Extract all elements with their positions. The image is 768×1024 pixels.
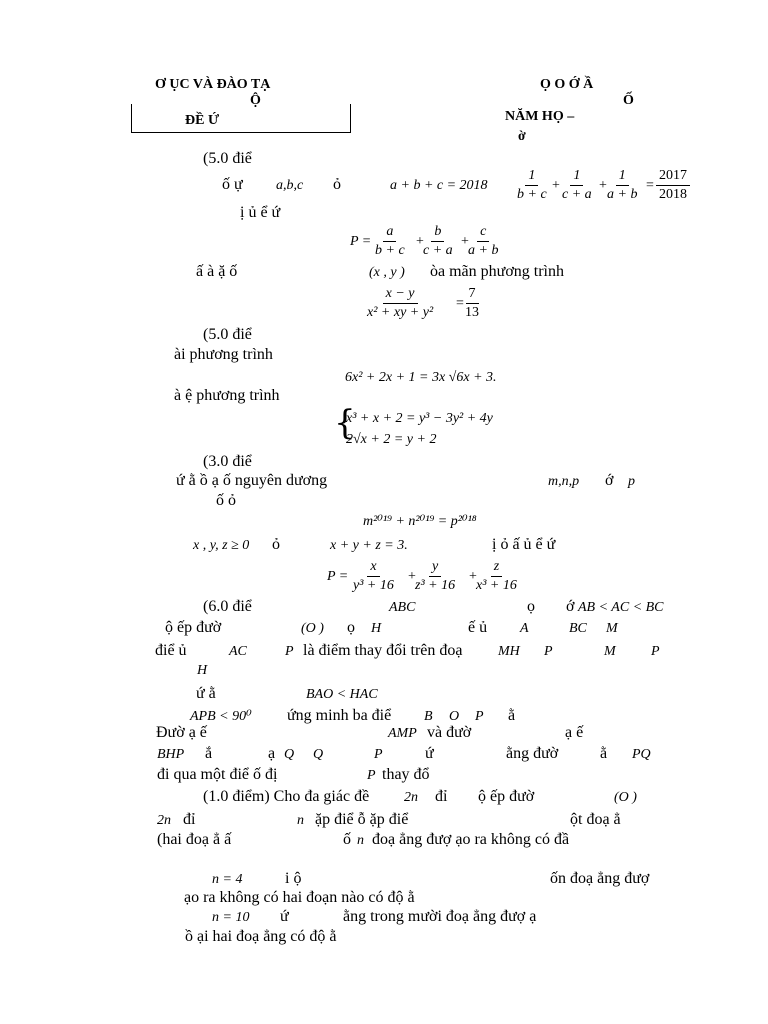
q1-efrac-rhs xyxy=(465,286,479,321)
q5-l2-a: đỉ xyxy=(183,811,196,828)
q3-line2-text: ố ỏ xyxy=(216,492,236,509)
q4-l9-b: thay đổ xyxy=(382,766,430,783)
q4-l8-c: ứ xyxy=(425,745,434,762)
q1-line3-text: ấ à ặ ố xyxy=(196,263,238,280)
q4-l2-o: (O ) xyxy=(301,621,324,636)
q3-pfrac2 xyxy=(415,559,455,594)
q1-frac3 xyxy=(607,168,637,203)
q1-frac1-den: b + c xyxy=(517,187,547,202)
q4-l2-b: ọ xyxy=(347,619,355,636)
q4-l8-Q: Q xyxy=(284,747,295,762)
q4-l8-BHP: BHP xyxy=(157,747,185,762)
q1-line1-text: ố ự xyxy=(222,176,243,193)
q1-eeq-sign: = xyxy=(456,296,464,311)
q4-l3-MH: MH xyxy=(498,644,520,659)
q1-frac2 xyxy=(562,168,592,203)
q4-l3-AC: AC xyxy=(229,644,247,659)
q1-pfrac3-den: a + b xyxy=(468,243,499,258)
q1-frac4-den: 2018 xyxy=(659,187,687,202)
q5-l1-o: (O ) xyxy=(614,790,637,805)
q5-l6-a: ứ xyxy=(280,908,289,925)
q1-line3-pair: (x , y ) xyxy=(369,265,405,280)
q4-text-o: ọ xyxy=(527,598,535,615)
q5-l3-b: ố xyxy=(343,831,351,848)
q5-heading: (1.0 điểm) Cho đa giác đề xyxy=(203,788,370,805)
q1-pfrac1-num: a xyxy=(383,224,396,242)
q3-line3-text: ỏ xyxy=(272,536,280,553)
q4-l3-b: là điểm thay đổi trên đoạ xyxy=(303,642,463,659)
q4-l3-P3: P xyxy=(651,644,660,659)
q1-efrac xyxy=(367,286,433,321)
q5-l1-c: ộ ếp đườ xyxy=(478,788,535,805)
q1-efrac-rhs-den: 13 xyxy=(465,305,479,320)
q1-plus2: + xyxy=(599,178,607,193)
q3-line3-vars: x , y, z ≥ 0 xyxy=(193,538,250,553)
q3-pfrac2-num: y xyxy=(429,559,441,577)
q1-line1-text2: ỏ xyxy=(333,176,341,193)
q1-pplus2: + xyxy=(461,234,469,249)
q4-l8-e: ằ xyxy=(600,745,608,762)
q4-l7-c: ạ ế xyxy=(565,724,584,741)
q3-pfrac3-den: x³ + 16 xyxy=(476,578,517,593)
q3-line3-eq: x + y + z = 3. xyxy=(330,538,408,553)
q1-line1-eq: a + b + c = 2018 xyxy=(390,178,488,193)
q5-l1-b: đỉ xyxy=(435,788,448,805)
q4-l7-b: và đườ xyxy=(427,724,472,741)
q1-pplus1: + xyxy=(416,234,424,249)
q2-heading: (5.0 điể xyxy=(203,326,252,343)
header-left-line3: ĐỀ Ứ xyxy=(185,113,220,128)
q4-l8-b: ạ xyxy=(268,745,276,762)
q1-efrac-rhs-num: 7 xyxy=(466,286,479,304)
q3-pfrac1-num: x xyxy=(367,559,379,577)
q1-efrac-num: x − y xyxy=(383,286,418,304)
q2-line2-text: à ệ phương trình xyxy=(174,387,280,404)
q4-l9-P: P xyxy=(367,768,376,783)
q2-system-brace: { xyxy=(334,403,356,443)
q4-l3-P2: P xyxy=(544,644,553,659)
q3-pfrac1 xyxy=(353,559,394,594)
q5-l3-n: n xyxy=(357,833,364,848)
q1-pfrac2-den: c + a xyxy=(423,243,453,258)
q1-line1-vars: a,b,c xyxy=(276,178,304,193)
q3-pplus2: + xyxy=(469,569,477,584)
q4-l4-H: H xyxy=(197,663,208,678)
q1-pfrac3 xyxy=(468,224,498,259)
q1-frac4 xyxy=(656,168,690,203)
q5-l2-c: ột đoạ ẳ xyxy=(570,811,621,828)
q4-l8-P: P xyxy=(374,747,383,762)
q3-pfrac1-den: y³ + 16 xyxy=(353,578,394,593)
q1-pfrac3-num: c xyxy=(477,224,489,242)
q3-pfrac2-den: z³ + 16 xyxy=(415,578,456,593)
q5-l2-2n: 2n xyxy=(157,813,171,828)
q3-pplus1: + xyxy=(408,569,416,584)
q1-pfrac1 xyxy=(375,224,405,259)
q1-frac4-num: 2017 xyxy=(656,168,690,186)
q4-l6-a: ứng minh ba điể xyxy=(287,707,392,724)
q4-l6-O: O xyxy=(449,709,460,724)
q4-l5-a: ứ ằ xyxy=(196,685,216,702)
header-left-line2: Ộ xyxy=(250,93,261,108)
q5-l4-eq: n = 4 xyxy=(212,872,243,887)
q4-l6-P: P xyxy=(475,709,484,724)
q4-l8-d: ằng đườ xyxy=(506,745,559,762)
q1-pfrac2 xyxy=(423,224,453,259)
q1-frac1-num: 1 xyxy=(525,168,538,186)
q5-l2-b: ặp điể ỗ ặp điể xyxy=(315,811,409,828)
q4-l5-ineq: BAO < HAC xyxy=(306,687,378,702)
q5-l5-a: ạo ra không có hai đoạn nào có độ ằ xyxy=(184,889,415,906)
q5-l2-n: n xyxy=(297,813,304,828)
q5-l3-a: (hai đoạ ẳ ấ xyxy=(157,831,232,848)
q4-l7-a: Đườ ạ ế xyxy=(156,724,207,741)
q4-triangle: ABC xyxy=(389,600,416,615)
q1-frac1 xyxy=(517,168,547,203)
q5-l7-a: ồ ại hai đoạ ẳng có độ ằ xyxy=(185,928,337,945)
q2-sys2: 2√x + 2 = y + 2 xyxy=(346,432,437,447)
q1-frac3-den: a + b xyxy=(607,187,638,202)
q2-line1-text: ài phương trình xyxy=(174,346,273,363)
header-left-line1: Ơ ỤC VÀ ĐÀO TẠ xyxy=(155,77,271,92)
q4-l2-a: ộ ếp đườ xyxy=(165,619,222,636)
q4-text-co: ớ xyxy=(566,598,575,615)
q4-l2-h: H xyxy=(371,621,382,636)
q3-line1-text2: ớ xyxy=(605,472,614,489)
q3-eq1: m²⁰¹⁹ + n²⁰¹⁹ = p²⁰¹⁸ xyxy=(363,514,477,529)
q1-eq-sign: = xyxy=(646,178,654,193)
q5-l3-c: đoạ ẳng đượ ạo ra không có đầ xyxy=(372,831,570,848)
q4-l2-M: M xyxy=(606,621,618,636)
q4-l6-ineq: APB < 90⁰ xyxy=(190,709,252,724)
q3-heading: (3.0 điể xyxy=(203,453,252,470)
q3-pfrac3 xyxy=(476,559,517,594)
q1-frac2-den: c + a xyxy=(562,187,592,202)
q2-eq1: 6x² + 2x + 1 = 3x √6x + 3. xyxy=(345,370,497,385)
q4-l3-M: M xyxy=(604,644,616,659)
q4-l6-b: ằ xyxy=(508,707,516,724)
q4-l9-a: đi qua một điể ố đị xyxy=(157,766,278,783)
header-right-line4: ờ xyxy=(518,129,526,144)
q4-l6-B: B xyxy=(424,709,433,724)
q4-l8-Q2: Q xyxy=(313,747,324,762)
q1-line2-text: ị ủ ể ứ xyxy=(240,204,281,221)
q4-l8-PQ: PQ xyxy=(632,747,651,762)
q4-l2-BC: BC xyxy=(569,621,587,636)
q3-line1-text: ứ ằ ồ ạ ố nguyên dương xyxy=(176,472,328,489)
q1-pfrac1-den: b + c xyxy=(375,243,405,258)
q1-plus1: + xyxy=(552,178,560,193)
q5-l6-eq: n = 10 xyxy=(212,910,250,925)
q3-line1-vars: m,n,p xyxy=(548,474,580,489)
q2-sys1: x³ + x + 2 = y³ − 3y² + 4y xyxy=(346,411,493,426)
q4-l8-a: ắ xyxy=(205,745,213,762)
q5-v2n: 2n xyxy=(404,790,418,805)
q1-p-lhs: P = xyxy=(350,234,372,249)
q3-line1-var2: p xyxy=(628,474,635,489)
header-right-line1: Ọ O Ớ Ầ xyxy=(540,77,594,92)
q4-l2-c: ế ủ xyxy=(468,619,488,636)
q1-frac2-num: 1 xyxy=(570,168,583,186)
header-left-frame xyxy=(131,104,351,133)
q1-efrac-den: x² + xy + y² xyxy=(367,305,434,320)
q4-l7-AMP: AMP xyxy=(388,726,417,741)
q4-ineq: AB < AC < BC xyxy=(578,600,664,615)
q1-line3-text2: òa mãn phương trình xyxy=(430,263,564,280)
q5-l6-b: ằng trong mười đoạ ẳng đượ ạ xyxy=(343,908,537,925)
q1-heading: (5.0 điể xyxy=(203,150,252,167)
q1-pfrac2-num: b xyxy=(431,224,444,242)
q3-p-lhs: P = xyxy=(327,569,349,584)
q4-l2-A: A xyxy=(520,621,529,636)
header-right-line2: Ố xyxy=(623,93,634,108)
q5-l4-a: i ộ xyxy=(285,870,302,887)
q4-heading: (6.0 điể xyxy=(203,598,252,615)
q4-l3-a: điể ủ xyxy=(155,642,187,659)
q3-line3-text2: ị ỏ ấ ủ ể ứ xyxy=(492,536,556,553)
q1-frac3-num: 1 xyxy=(616,168,629,186)
q3-pfrac3-num: z xyxy=(491,559,502,577)
q5-l4-b: ốn đoạ ẳng đượ xyxy=(550,870,650,887)
q4-l3-P: P xyxy=(285,644,294,659)
header-right-line3: NĂM HỌ – xyxy=(505,109,575,124)
